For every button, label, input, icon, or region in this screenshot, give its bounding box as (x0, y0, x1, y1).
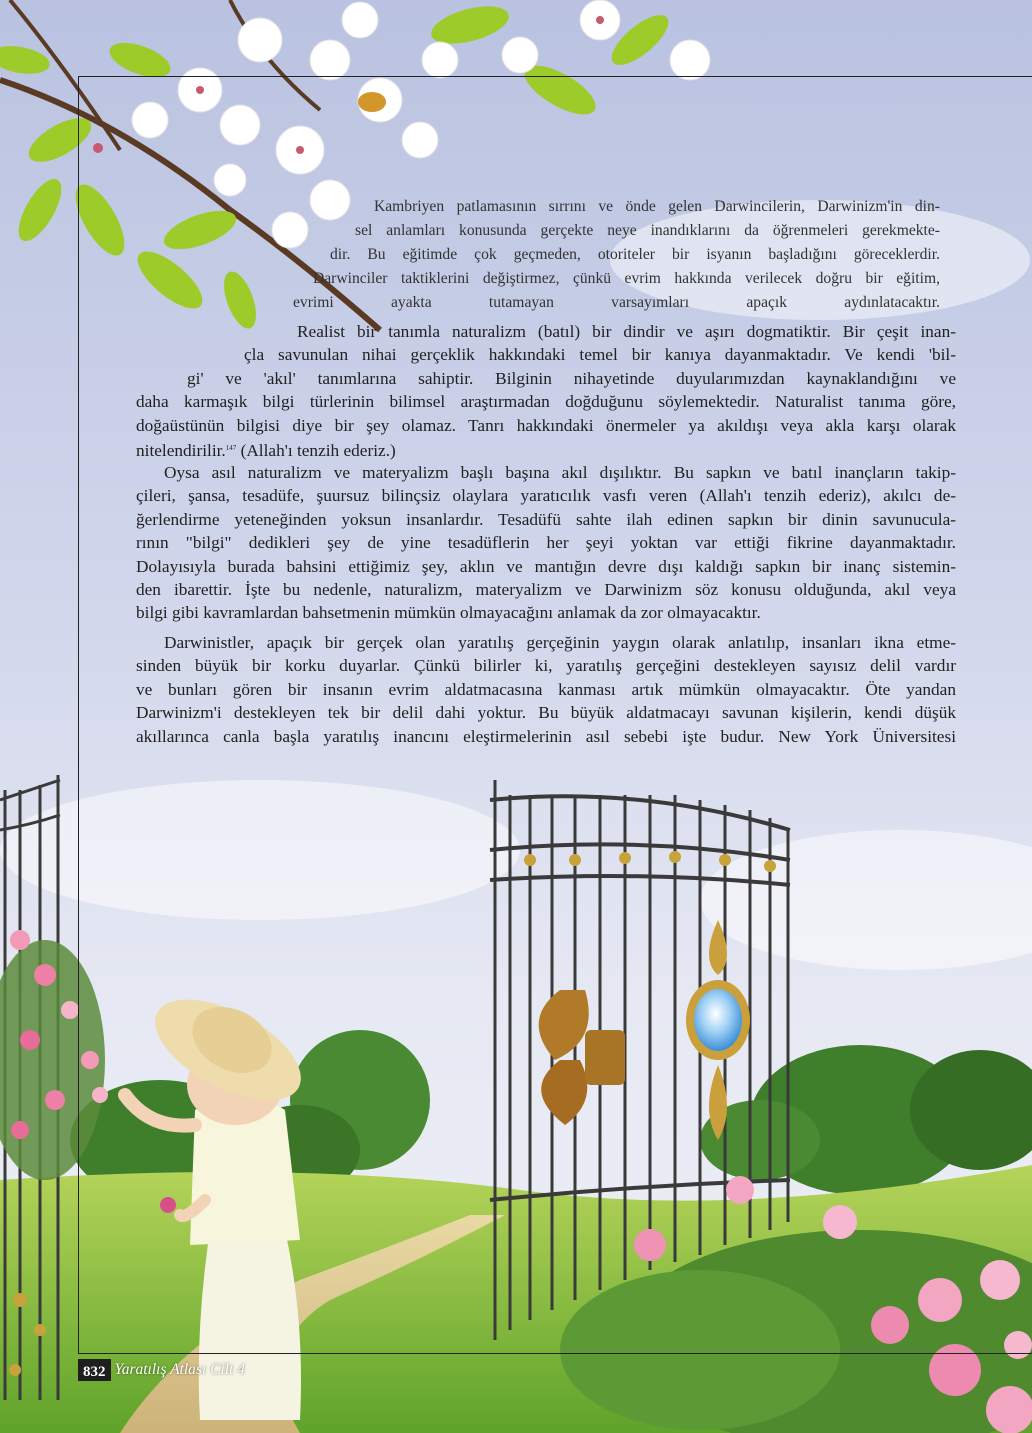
body-line: rının "bilgi" dedikleri şey de yine tesadüflerin her şeyi yoktan var ettiği fikrine dayanmaktadır. (136, 533, 956, 553)
body-line: daha karmaşık bilgi türlerinin bilimsel araştırmadan doğduğunu söylemektedir. Naturalist tanıma göre, (136, 392, 956, 412)
book-title: Yaratılış Atlası Cilt 4 (114, 1361, 246, 1378)
body-line (136, 437, 956, 462)
body-line: sinden büyük bir korku duyarlar. Çünkü bilirler ki, yaratılış gerçeğini destekleyen sayısız delil vardır (136, 656, 956, 676)
body-line: bilgi gibi kavramlardan bahsetmenin mümkün olmayacağını anlamak da zor olmayacaktır. (136, 603, 761, 623)
intro-line: Darwinciler taktiklerini değiştirmez, çünkü evrim hakkında verilecek doğru bir eğitim, (313, 269, 940, 287)
body-line: den ibarettir. İşte bu nedenle, naturalizm, materyalizm ve Darwinizm söz konusu olduğunda, akıl veya (136, 580, 956, 600)
paragraph-darwinists-fear (136, 631, 956, 748)
page-number: 832 (78, 1359, 111, 1381)
body-line: Darwinizm'i destekleyen tek bir delil dahi yoktur. Bu büyük aldatmacayı savunan kişilerin, kendi düşük (136, 703, 956, 723)
intro-line: evrimi ayakta tutamayan varsayımları apaçık aydınlatacaktır. (293, 293, 940, 311)
intro-line: Kambriyen patlamasının sırrını ve önde gelen Darwincilerin, Darwinizm'in din- (374, 198, 940, 215)
body-line: akıllarınca canla başla yaratılış inancını eleştirmelerinin asıl sebebi işte budur. New York Üniversitesi (136, 726, 956, 746)
intro-paragraph (0, 195, 1032, 315)
footnote-ref: 147 (225, 444, 237, 453)
body-line: Dolayısıyla burada bahsini ettiğimiz şey, aklın ve mantığın devre dışı kaldığı sapkın bir inanç sistemin- (136, 556, 956, 576)
body-line: çla savunulan nihai gerçeklik hakkındaki temel bir kanıya dayanmaktadır. Ve kendi 'bil- (244, 345, 956, 365)
page-footer (78, 1357, 245, 1383)
body-text: nitelendirilir. (136, 441, 226, 461)
intro-line: dir. Bu eğitimde çok geçmeden, otoriteler bir isyanın başladığını göreceklerdir. (330, 245, 940, 263)
body-line: Realist bir tanımla naturalizm (batıl) bir dindir ve aşırı dogmatiktir. Bir çeşit inan- (297, 322, 956, 341)
intro-line: sel anlamları konusunda gerçekte neye inandıklarını da öğrenmeleri gerekmekte- (355, 221, 940, 239)
paragraph-irrationality (136, 461, 956, 625)
body-text: (Allah'ı tenzih ederiz.) (236, 441, 396, 461)
body-line: ve bunları gören bir insanın evrim aldatmacasına kanması artık mümkün olmayacaktır. Öte yandan (136, 679, 956, 699)
body-line: çileri, şansa, tesadüfe, şuursuz bilinçsiz olaylara yaratıcılık vasfı veren (Allah'ı tenzih ederiz), akılcı de- (136, 486, 956, 506)
body-line: Oysa asıl naturalizm ve materyalizm başlı başına akıl dışılıktır. Bu sapkın ve batıl inançların takip- (164, 463, 956, 482)
body-line: doğaüstünün bilgisi diye bir şey olamaz. Tanrı hakkındaki önermeler ya akıldışı veya akla karşı olarak (136, 415, 956, 435)
body-line: Darwinistler, apaçık bir gerçek olan yaratılış gerçeğinin yaygın olarak anlatılıp, insanları ikna etme- (164, 633, 956, 652)
body-line: ğerlendirme yeteneğinden yoksun insanlardır. Tesadüfü sahte ilah edinen sapkın bir dinin savunucula- (136, 509, 956, 529)
body-line: gi' ve 'akıl' tanımlarına sahiptir. Bilginin nihayetinde duyularımızdan kaynaklandığını ve (187, 368, 956, 388)
paragraph-naturalism (0, 320, 1032, 462)
